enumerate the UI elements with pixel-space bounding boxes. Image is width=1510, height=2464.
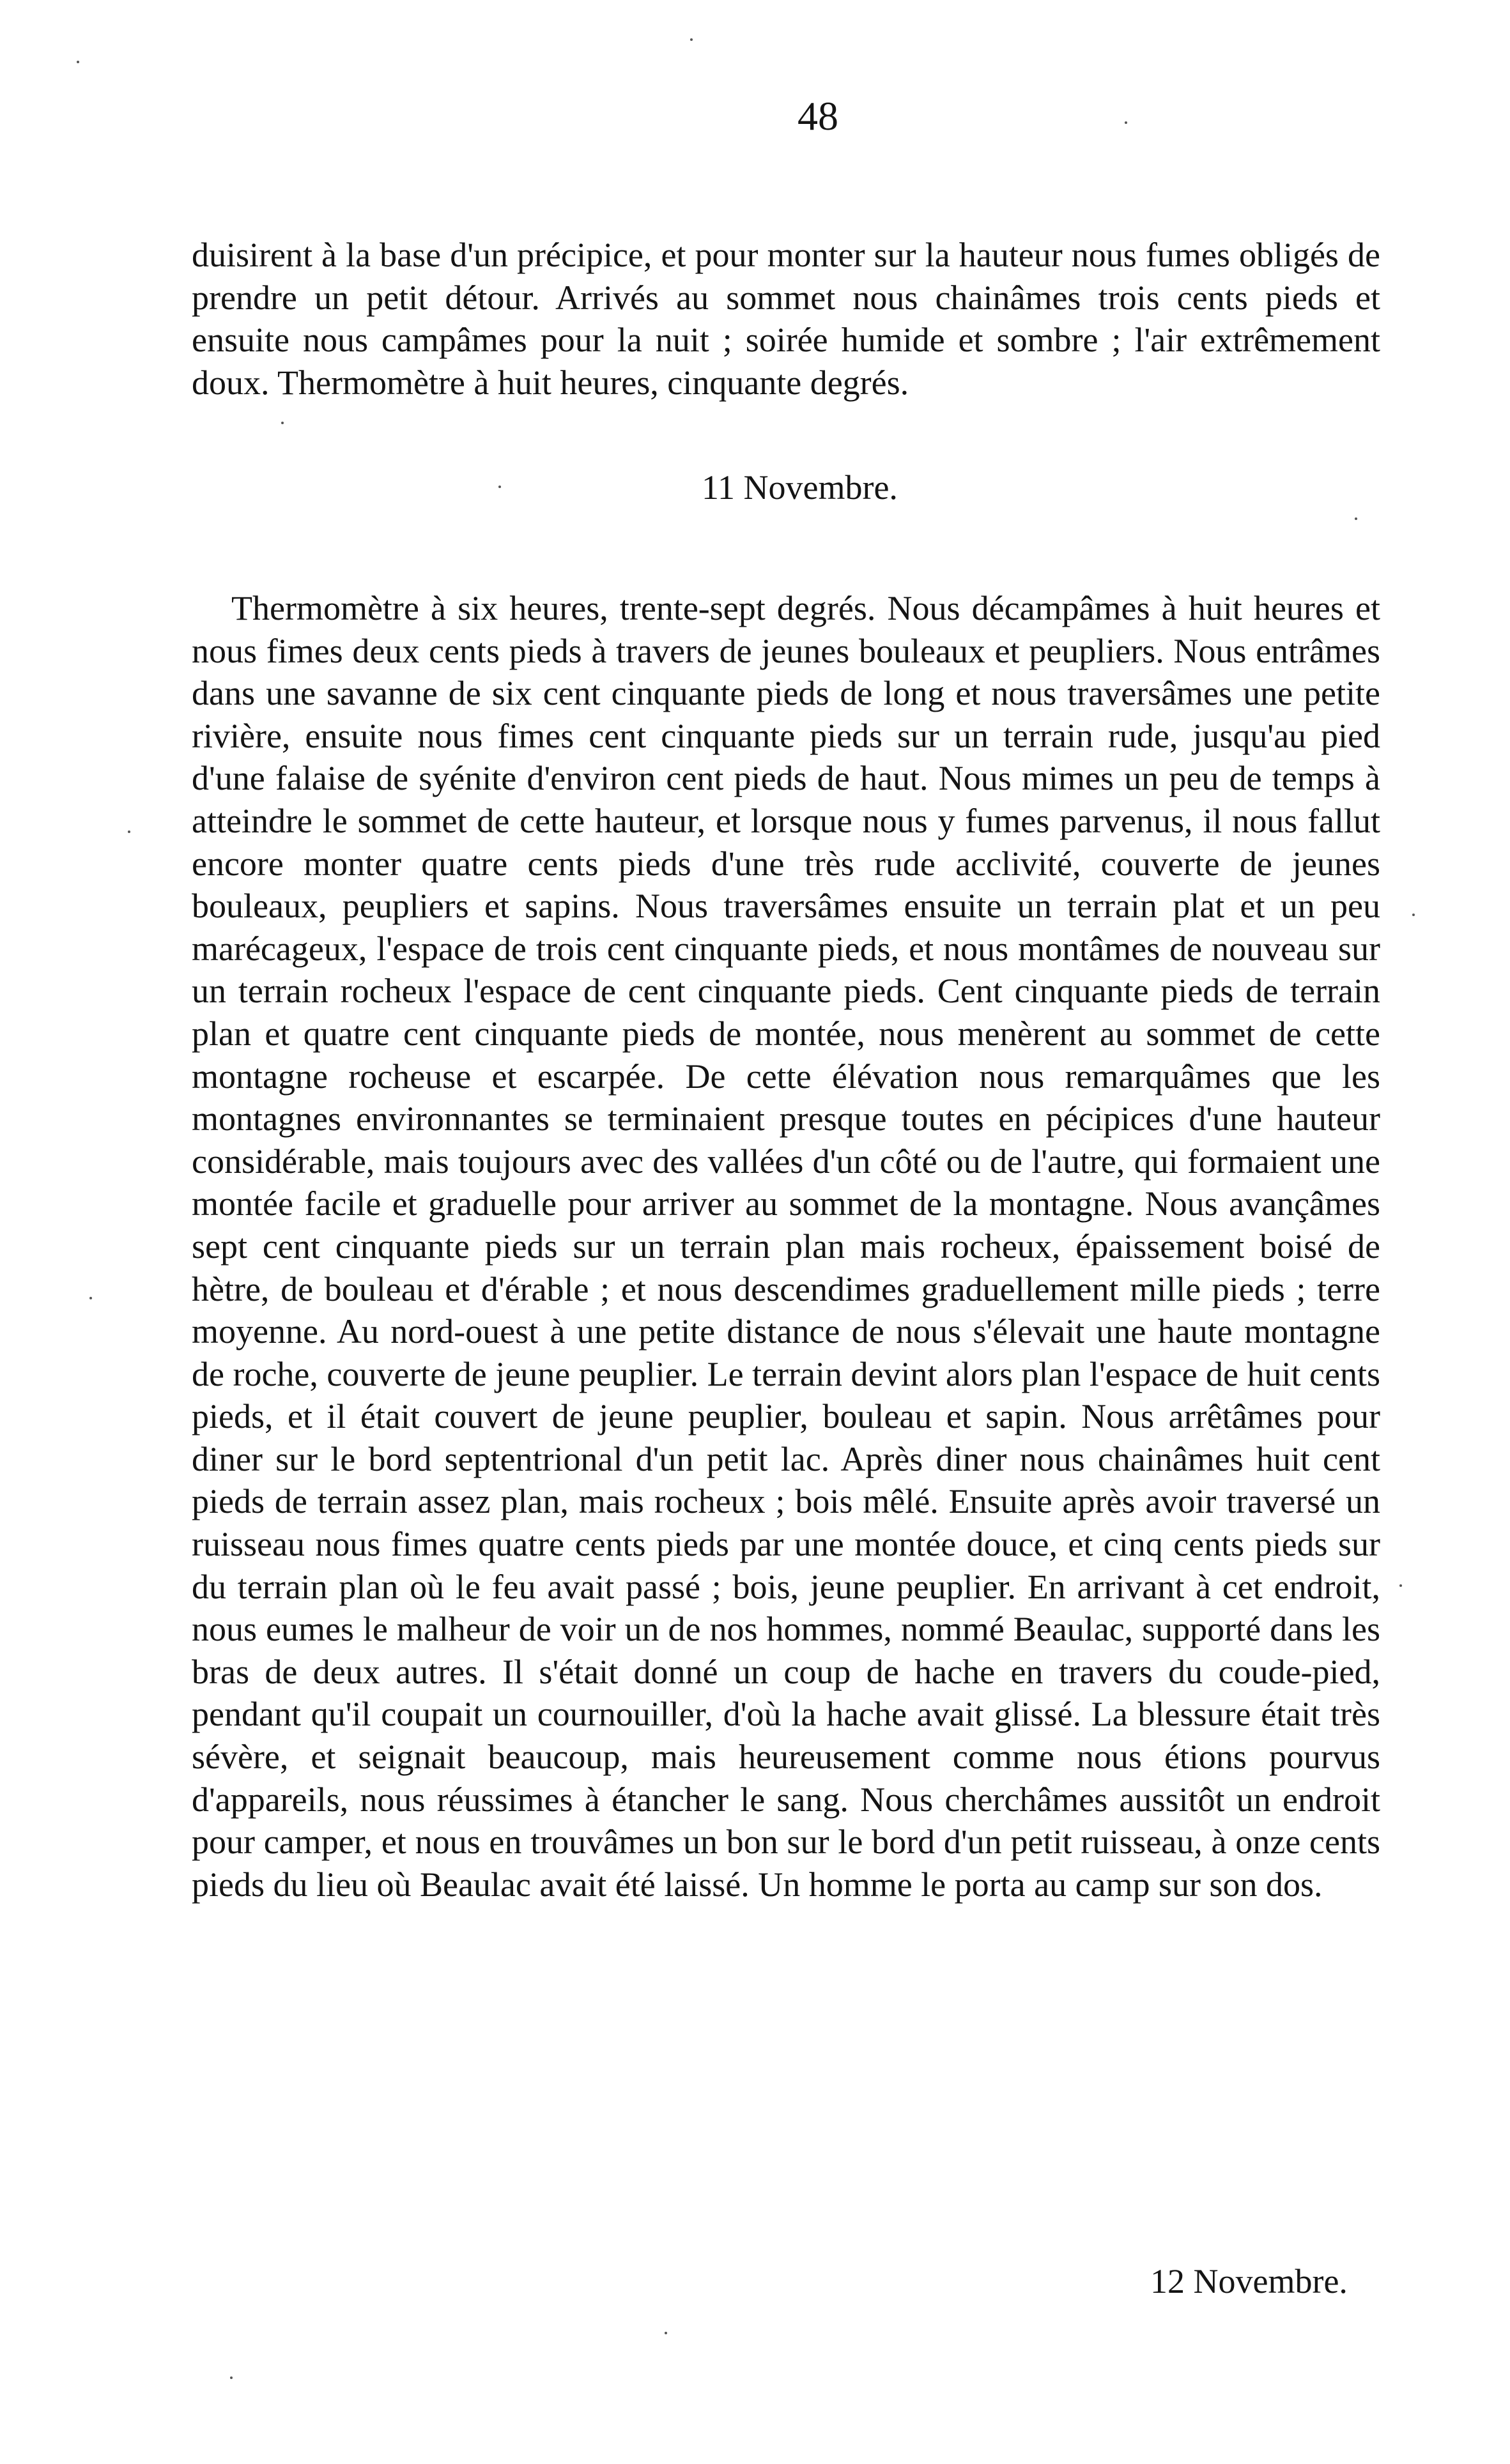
speck: [498, 486, 501, 488]
speck: [1125, 121, 1127, 124]
speck: [690, 38, 693, 41]
date-heading-12-novembre: 12 Novembre.: [1150, 2262, 1348, 2300]
speck: [89, 1297, 92, 1299]
speck: [665, 2332, 667, 2334]
speck: [281, 422, 284, 424]
paragraph-11-novembre: Thermomètre à six heures, trente-sept degrés. Nous décampâmes à huit heures et nous fimes deux cents pieds à travers de jeunes bouleaux et peupliers. Nous entrâmes dans une savanne de six cent cinquante pieds de long et nous traversâmes une petite rivière, ensuite nous fimes cent cinquante pieds sur un terrain rude, jusqu'au pied d'une falaise de syénite d'environ cent pieds de haut. Nous mimes un peu de temps à atteindre le sommet de cette hauteur, et lorsque nous y fumes parvenus, il nous fallut encore monter quatre cents pieds d'une très rude acclivité, couverte de jeunes bouleaux, peupliers et sapins. Nous traversâmes ensuite un terrain plat et un peu marécageux, l'espace de trois cent cinquante pieds, et nous montâmes de nouveau sur un terrain rocheux l'espace de cent cinquante pieds. Cent cinquante pieds de terrain plan et quatre cent cinquante pieds de montée, nous menèrent au sommet de cette montagne rocheuse et escarpée. De cette élévation nous remarquâmes que les montagnes environnantes se terminaient presque toutes en pécipices d'une hauteur considérable, mais toujours avec des vallées d'un côté ou de l'autre, qui formaient une montée facile et graduelle pour arriver au sommet de la montagne. Nous avançâmes sept cent cinquante pieds sur un terrain plan mais rocheux, épaissement boisé de hètre, de bouleau et d'érable ; et nous descendimes graduellement mille pieds ; terre moyenne. Au nord-ouest à une petite distance de nous s'élevait une haute montagne de roche, couverte de jeune peuplier. Le terrain devint alors plan l'espace de huit cents pieds, et il était couvert de jeune peuplier, bouleau et sapin. Nous arrêtâmes pour diner sur le bord septentrional d'un petit lac. Après diner nous chainâmes huit cent pieds de terrain assez plan, mais rocheux ; bois mêlé. Ensuite après avoir traversé un ruisseau nous fimes quatre cents pieds par une montée douce, et cinq cents pieds sur du terrain plan où le feu avait passé ; bois, jeune peuplier. En arrivant à cet endroit, nous eumes le malheur de voir un de nos hommes, nommé Beaulac, supporté dans les bras de deux autres. Il s'était donné un coup de hache en travers du coude-pied, pendant qu'il coupait un cournouiller, d'où la hache avait glissé. La blessure était très sévère, et seignait beaucoup, mais heureusement comme nous étions pourvus d'appareils, nous réussimes à étancher le sang. Nous cherchâmes aussitôt un endroit pour camper, et nous en trouvâmes un bon sur le bord d'un petit ruisseau, à onze cents pieds du lieu où Beaulac avait été laissé. Un homme le porta au camp sur son dos.: [192, 589, 1380, 1904]
speck: [1355, 517, 1357, 520]
speck: [1412, 914, 1415, 916]
speck: [77, 61, 79, 63]
paragraph-continued: duisirent à la base d'un précipice, et pour monter sur la hauteur nous fumes obligés de prendre un petit détour. Arrivés au sommet nous chainâmes trois cents pieds et ensuite nous campâmes pour la nuit ; soirée humide et sombre ; l'air extrêmement doux. Thermomètre à huit heures, cinquante degrés.: [192, 236, 1380, 402]
date-heading-11-novembre: 11 Novembre.: [702, 468, 898, 507]
speck: [1399, 1584, 1402, 1587]
page-number: 48: [797, 93, 838, 139]
speck: [128, 830, 130, 833]
speck: [230, 2376, 233, 2379]
